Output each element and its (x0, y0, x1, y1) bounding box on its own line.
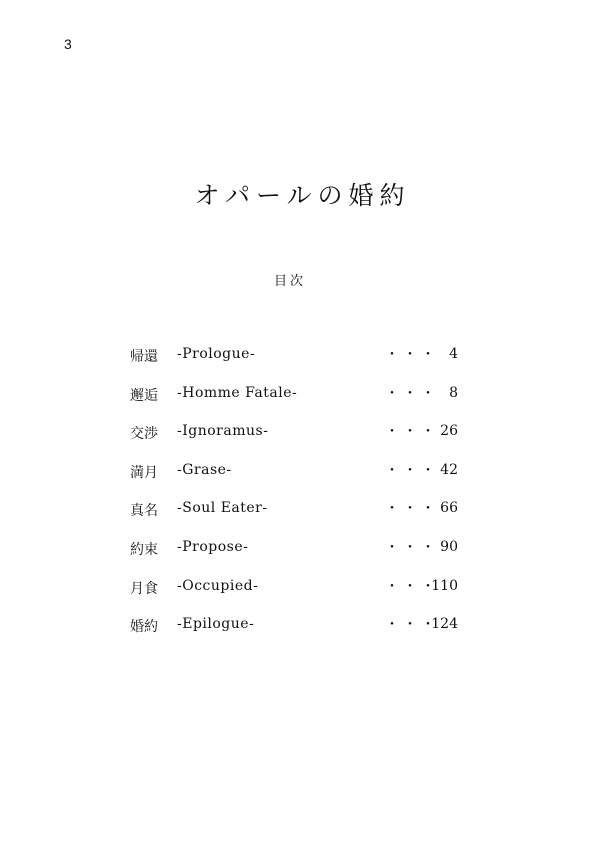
toc-entry-jp-title: 真名 (130, 503, 158, 520)
toc-entry-leader-dots: ・・・ (385, 385, 439, 402)
toc-entry-page-number: 8 (449, 384, 458, 401)
toc-heading: 目次 (273, 274, 306, 289)
toc-entry-en-title: -Prologue- (177, 346, 256, 362)
toc-entry-leader-dots: ・・・ (385, 424, 439, 441)
toc-entry-en-title: -Propose- (177, 538, 249, 555)
toc-entry-en-title: -Ignoramus- (177, 423, 269, 440)
toc-entry-leader-dots: ・・・ (385, 501, 439, 518)
toc-entry-leader-dots: ・・・ (385, 462, 439, 479)
toc-entry-jp-title: 邂逅 (130, 387, 158, 404)
toc-entry-jp-title: 交渉 (130, 426, 158, 443)
toc-entry-jp-title: 帰還 (130, 349, 158, 365)
toc-entry-leader-dots: ・・・ (385, 539, 439, 556)
toc-entry-epilogue (130, 616, 460, 655)
book-title: オパールの婚約 (194, 181, 411, 210)
toc-entry-soul-eater (130, 500, 460, 539)
toc-entry-en-title: -Grase- (177, 461, 232, 478)
toc-entry-ignoramus (130, 423, 460, 462)
toc-entry-propose (130, 539, 460, 578)
toc-entry-page-number: 124 (431, 616, 458, 633)
toc-entry-page-number: 66 (440, 500, 458, 517)
toc-entry-en-title: -Soul Eater- (177, 500, 268, 517)
toc-entry-leader-dots: ・・・ (385, 578, 439, 595)
toc-entry-page-number: 110 (431, 577, 458, 594)
toc-entry-leader-dots: ・・・ (385, 617, 439, 634)
toc-entry-page-number: 42 (440, 461, 458, 478)
toc-entry-page-number: 4 (449, 346, 458, 362)
toc-entry-page-number: 26 (440, 423, 458, 440)
toc-entry-grase (130, 462, 460, 501)
toc-entry-en-title: -Homme Fatale- (177, 384, 298, 401)
toc-entry-prologue (130, 346, 460, 385)
toc-entry-leader-dots: ・・・ (385, 347, 439, 363)
toc-entry-jp-title: 約束 (130, 541, 158, 558)
toc-entry-homme-fatale (130, 385, 460, 424)
page-number: 3 (64, 36, 72, 52)
toc-entry-jp-title: 満月 (130, 464, 158, 481)
table-of-contents (130, 346, 460, 655)
toc-entry-en-title: -Occupied- (177, 577, 259, 594)
toc-entry-jp-title: 婚約 (130, 619, 158, 636)
toc-entry-jp-title: 月食 (130, 580, 158, 597)
toc-entry-en-title: -Epilogue- (177, 616, 255, 633)
toc-entry-page-number: 90 (440, 538, 458, 555)
toc-entry-occupied (130, 578, 460, 617)
